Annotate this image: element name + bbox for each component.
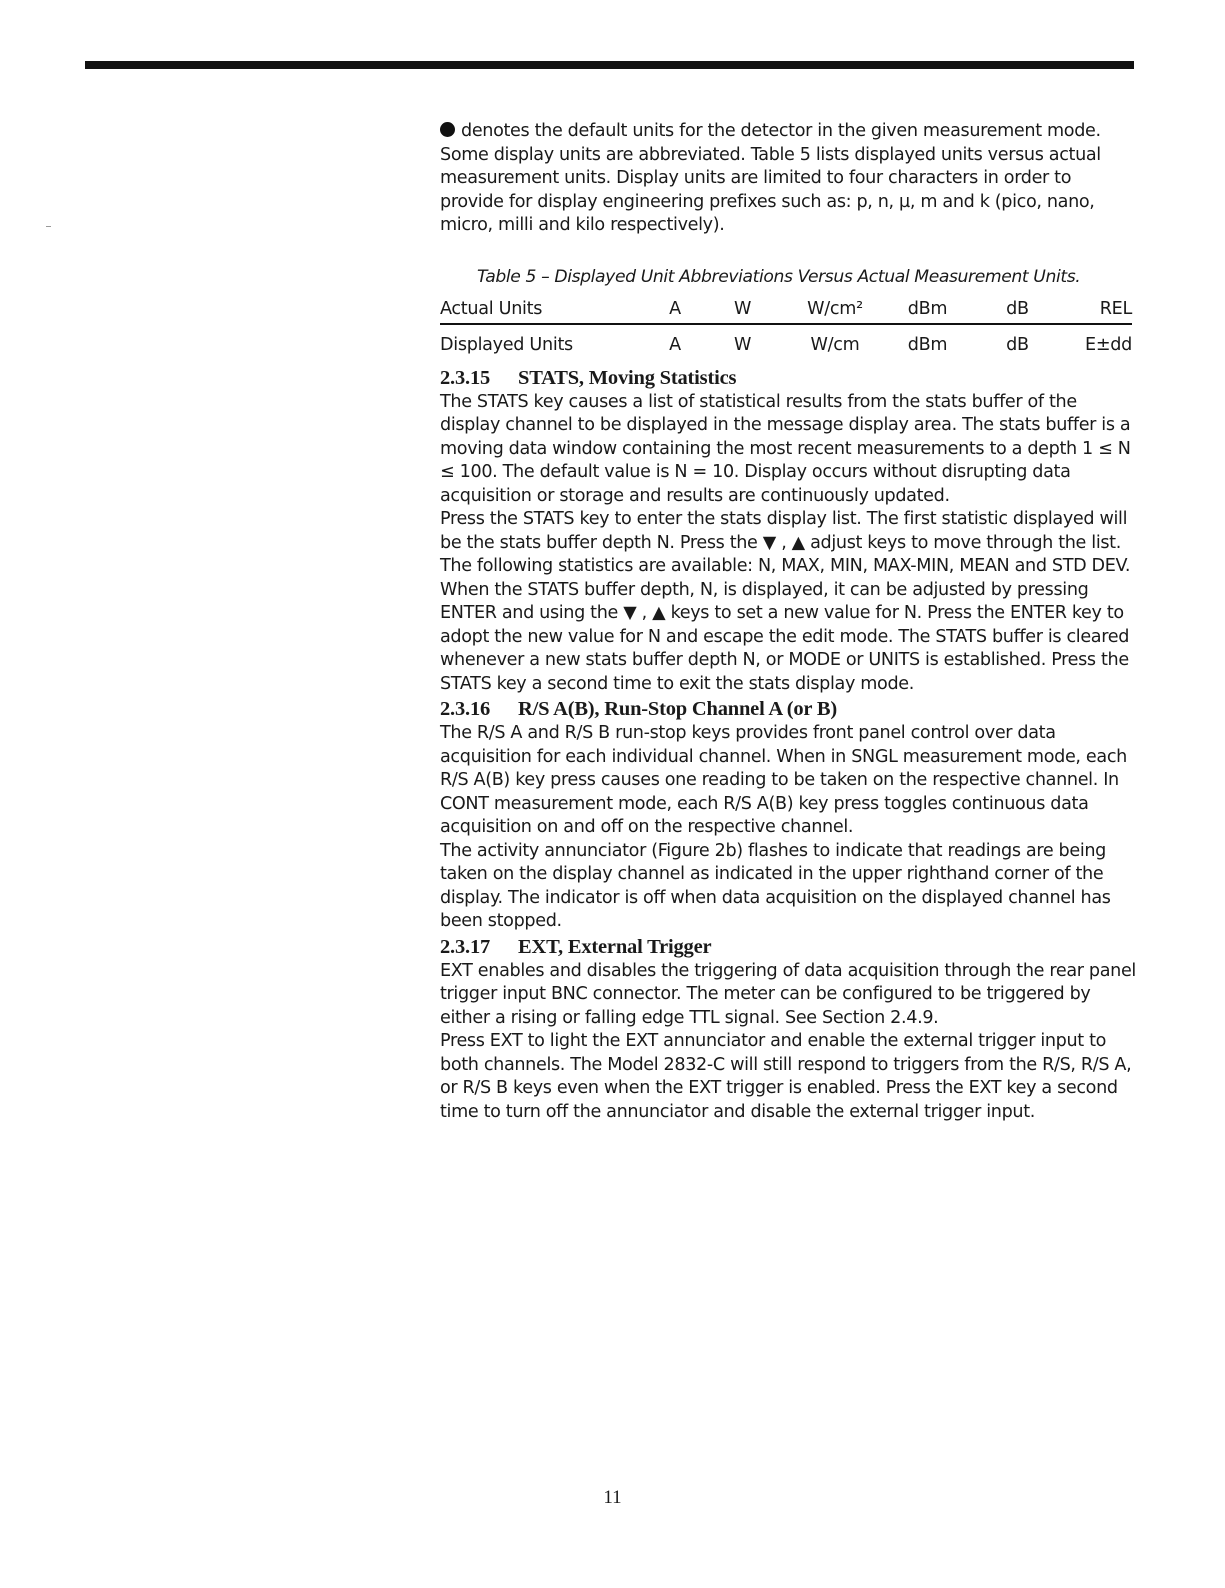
stats-paragraph-3: When the STATS buffer depth, N, is displayed, it can be adjusted by pressing ENTER and using the ▼ , ▲ keys to set a new value for N. Press the ENTER key to adopt the new value for N and escape the edit mode. The STATS buffer is cleared whenever a new stats buffer depth N, or MODE or UNITS is established. Press the STATS key a second time to exit the stats display mode. — [440, 579, 1130, 694]
section-title: EXT, External Trigger — [518, 935, 712, 958]
table-row — [440, 324, 1132, 365]
ext-paragraph-2: Press EXT to light the EXT annunciator and enable the external trigger input to both channels. The Model 2832-C will still respond to triggers from the R/S, R/S A, or R/S B keys even when the EXT trigger is enabled. Press the EXT key a second time to turn off the annunciator and disable the external trigger input. — [440, 1031, 1132, 1122]
section-heading-run-stop — [440, 696, 1136, 722]
scan-mark — [46, 226, 51, 227]
section-heading-stats — [440, 365, 1136, 391]
section-number: 2.3.15 — [440, 366, 491, 389]
units-table — [440, 295, 1132, 365]
table-header-cell: dB — [975, 295, 1060, 324]
table-cell: W — [733, 334, 752, 355]
page-number: 11 — [603, 1487, 622, 1508]
table-header-cell: dBm — [880, 295, 975, 324]
table-cell: Displayed Units — [440, 334, 573, 355]
header-rule — [85, 61, 1134, 69]
section-title: STATS, Moving Statistics — [518, 366, 737, 389]
table-header-cell: REL — [1060, 295, 1132, 324]
section-heading-external-trigger — [440, 934, 1136, 960]
table-header-cell: A — [655, 295, 695, 324]
intro-text: denotes the default units for the detector in the given measurement mode. Some display units are abbreviated. Table 5 lists displayed units versus actual measurement units. Display units are limited to four characters in order to provide for display engineering prefixes such as: p, n, µ, m and k (pico, nano, micro, milli and kilo respectively). — [440, 121, 1101, 235]
section-number: 2.3.16 — [440, 698, 491, 720]
table-caption: Table 5 – Displayed Unit Abbreviations Versus Actual Measurement Units. — [477, 266, 1081, 287]
stats-paragraph-2: Press the STATS key to enter the stats display list. The first statistic displayed will be the stats buffer depth N. Press the ▼ , ▲ adjust keys to move through the list. The following statistics are available: N, MAX, MIN, MAX-MIN, MEAN and STD DEV. — [440, 509, 1131, 576]
page-content — [440, 120, 1136, 1124]
stats-paragraph-1: The STATS key causes a list of statistical results from the stats buffer of the display channel to be displayed in the message display area. The stats buffer is a moving data window containing the most recent measurements to a depth 1 ≤ N ≤ 100. The default value is N = 10. Display occurs without disrupting data acquisition or storage and results are continuously updated. — [440, 391, 1131, 506]
intro-paragraph — [440, 120, 1136, 238]
section-title: R/S A(B), Run-Stop Channel A (or B) — [518, 698, 837, 720]
table-cell: W/cm — [810, 334, 860, 355]
table-cell: dB — [1006, 334, 1029, 355]
ext-paragraph-1: EXT enables and disables the triggering of data acquisition through the rear panel trigger input BNC connector. The meter can be configured to be triggered by either a rising or falling edge TTL signal. See Section 2.4.9. — [440, 960, 1136, 1028]
table-cell: A — [669, 334, 681, 355]
table-header-cell: W — [695, 295, 790, 324]
table-header-cell: W/cm² — [790, 295, 880, 324]
table-cell: dBm — [907, 334, 948, 355]
table-header-row — [440, 295, 1132, 324]
table-cell: E±dd — [1085, 334, 1132, 355]
run-stop-paragraph-1: The R/S A and R/S B run-stop keys provides front panel control over data acquisition for each individual channel. When in SNGL measurement mode, each R/S A(B) key press causes one reading to be taken on the respective channel. In CONT measurement mode, each R/S A(B) key press toggles continuous data acquisition on and off on the respective channel. — [440, 723, 1127, 837]
run-stop-paragraph-2: The activity annunciator (Figure 2b) flashes to indicate that readings are being taken on the display channel as indicated in the upper righthand corner of the display. The indicator is off when data acquisition on the displayed channel has been stopped. — [440, 840, 1111, 931]
table-header-cell: Actual Units — [440, 295, 655, 324]
bullet-icon — [440, 122, 455, 137]
section-number: 2.3.17 — [440, 935, 491, 958]
